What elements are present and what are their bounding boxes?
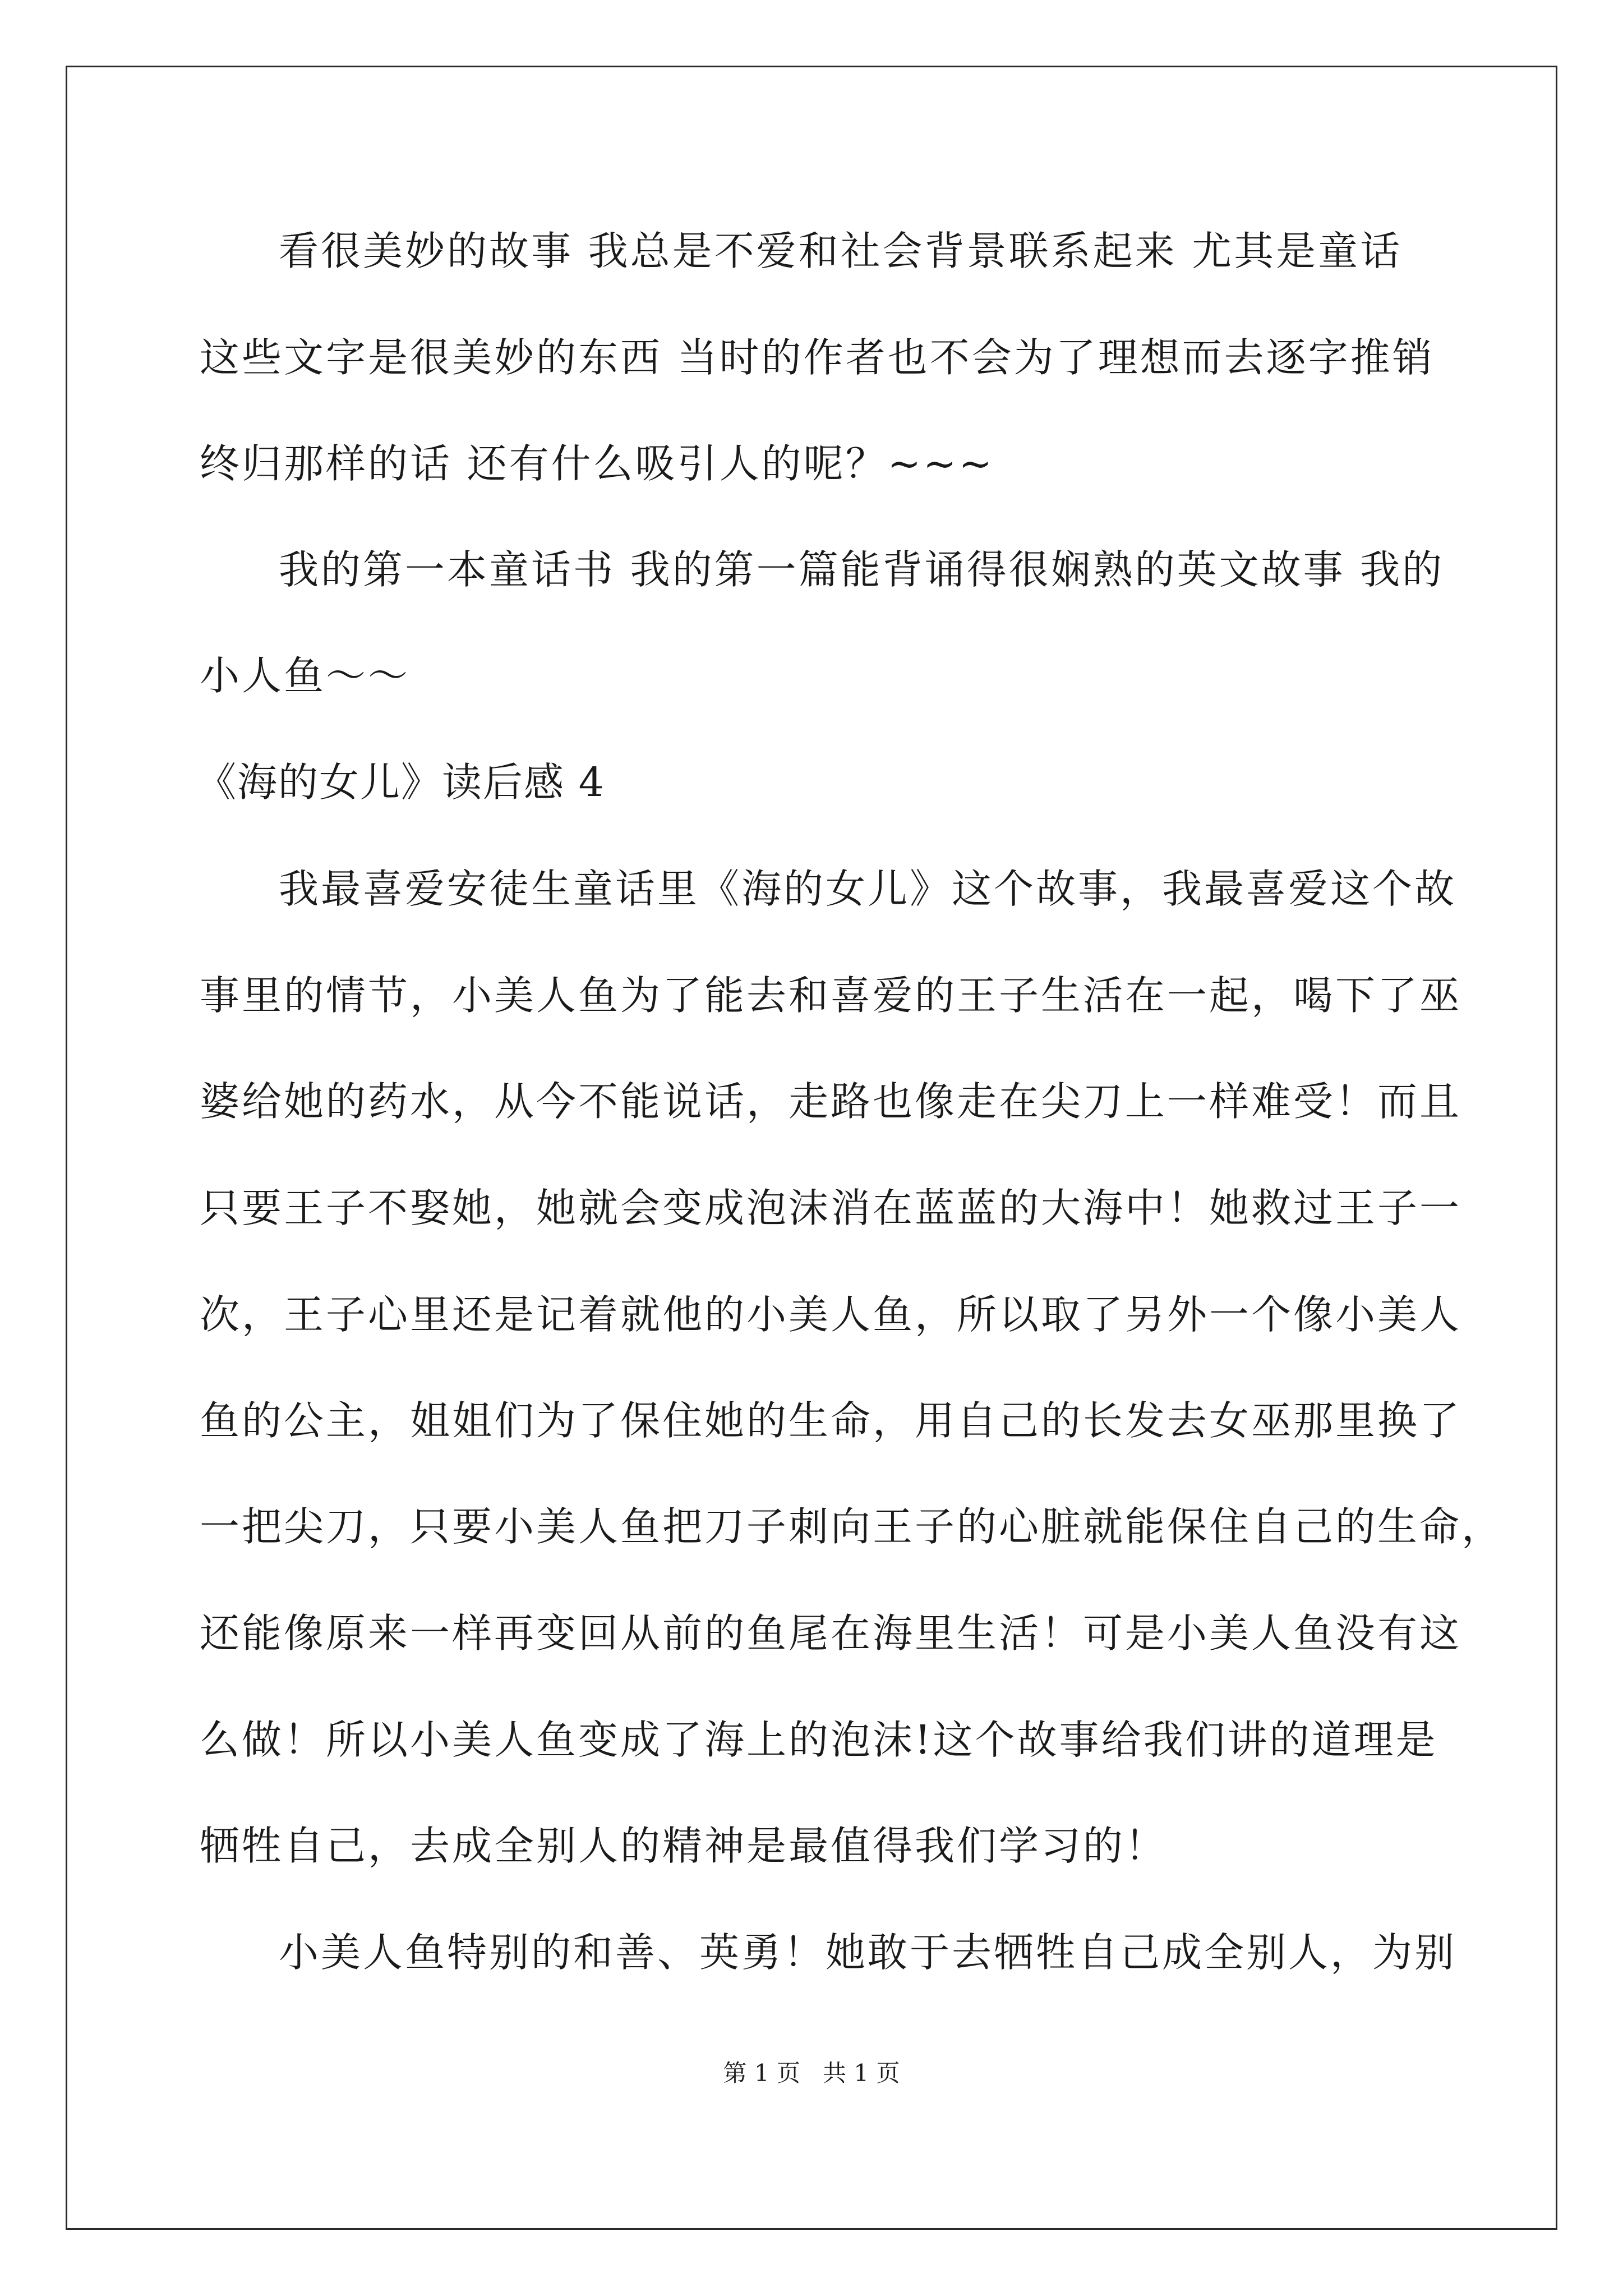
- section-heading: 《海的女儿》读后感 4: [196, 759, 605, 806]
- paragraph-2-line-2: 小人鱼～～: [200, 652, 411, 699]
- paragraph-1-line-3: 终归那样的话 还有什么吸引人的呢？~~~: [200, 440, 995, 487]
- section-paragraph-1-line-3: 婆给她的药水，从今不能说话，走路也像走在尖刀上一样难受！而且: [200, 1078, 1462, 1125]
- section-paragraph-1-line-7: 一把尖刀，只要小美人鱼把刀子刺向王子的心脏就能保住自己的生命，: [200, 1503, 1504, 1550]
- page-number-footer: 第 1 页 共 1 页: [723, 2059, 900, 2087]
- section-paragraph-1-line-1: 我最喜爱安徒生童话里《海的女儿》这个故事，我最喜爱这个故: [279, 866, 1457, 912]
- paragraph-2-line-1: 我的第一本童话书 我的第一篇能背诵得很娴熟的英文故事 我的: [279, 546, 1445, 593]
- paragraph-1-line-2: 这些文字是很美妙的东西 当时的作者也不会为了理想而去逐字推销: [200, 334, 1435, 381]
- page-border: [66, 66, 1557, 2230]
- section-paragraph-1-line-8: 还能像原来一样再变回从前的鱼尾在海里生活！可是小美人鱼没有这: [200, 1610, 1462, 1657]
- section-paragraph-1-line-2: 事里的情节，小美人鱼为了能去和喜爱的王子生活在一起，喝下了巫: [200, 972, 1462, 1019]
- section-paragraph-2-line-1: 小美人鱼特别的和善、英勇！她敢于去牺牲自己成全别人，为别: [279, 1929, 1457, 1976]
- section-paragraph-1-line-9: 么做！所以小美人鱼变成了海上的泡沫!这个故事给我们讲的道理是: [200, 1717, 1438, 1763]
- section-paragraph-1-line-5: 次，王子心里还是记着就他的小美人鱼，所以取了另外一个像小美人: [200, 1291, 1462, 1338]
- section-paragraph-1-line-6: 鱼的公主，姐姐们为了保住她的生命，用自己的长发去女巫那里换了: [200, 1397, 1462, 1444]
- paragraph-1-line-1: 看很美妙的故事 我总是不爱和社会背景联系起来 尤其是童话: [279, 228, 1403, 274]
- section-paragraph-1-line-4: 只要王子不娶她，她就会变成泡沫消在蓝蓝的大海中！她救过王子一: [200, 1185, 1462, 1231]
- section-paragraph-1-line-10: 牺牲自己，去成全别人的精神是最值得我们学习的！: [200, 1823, 1168, 1869]
